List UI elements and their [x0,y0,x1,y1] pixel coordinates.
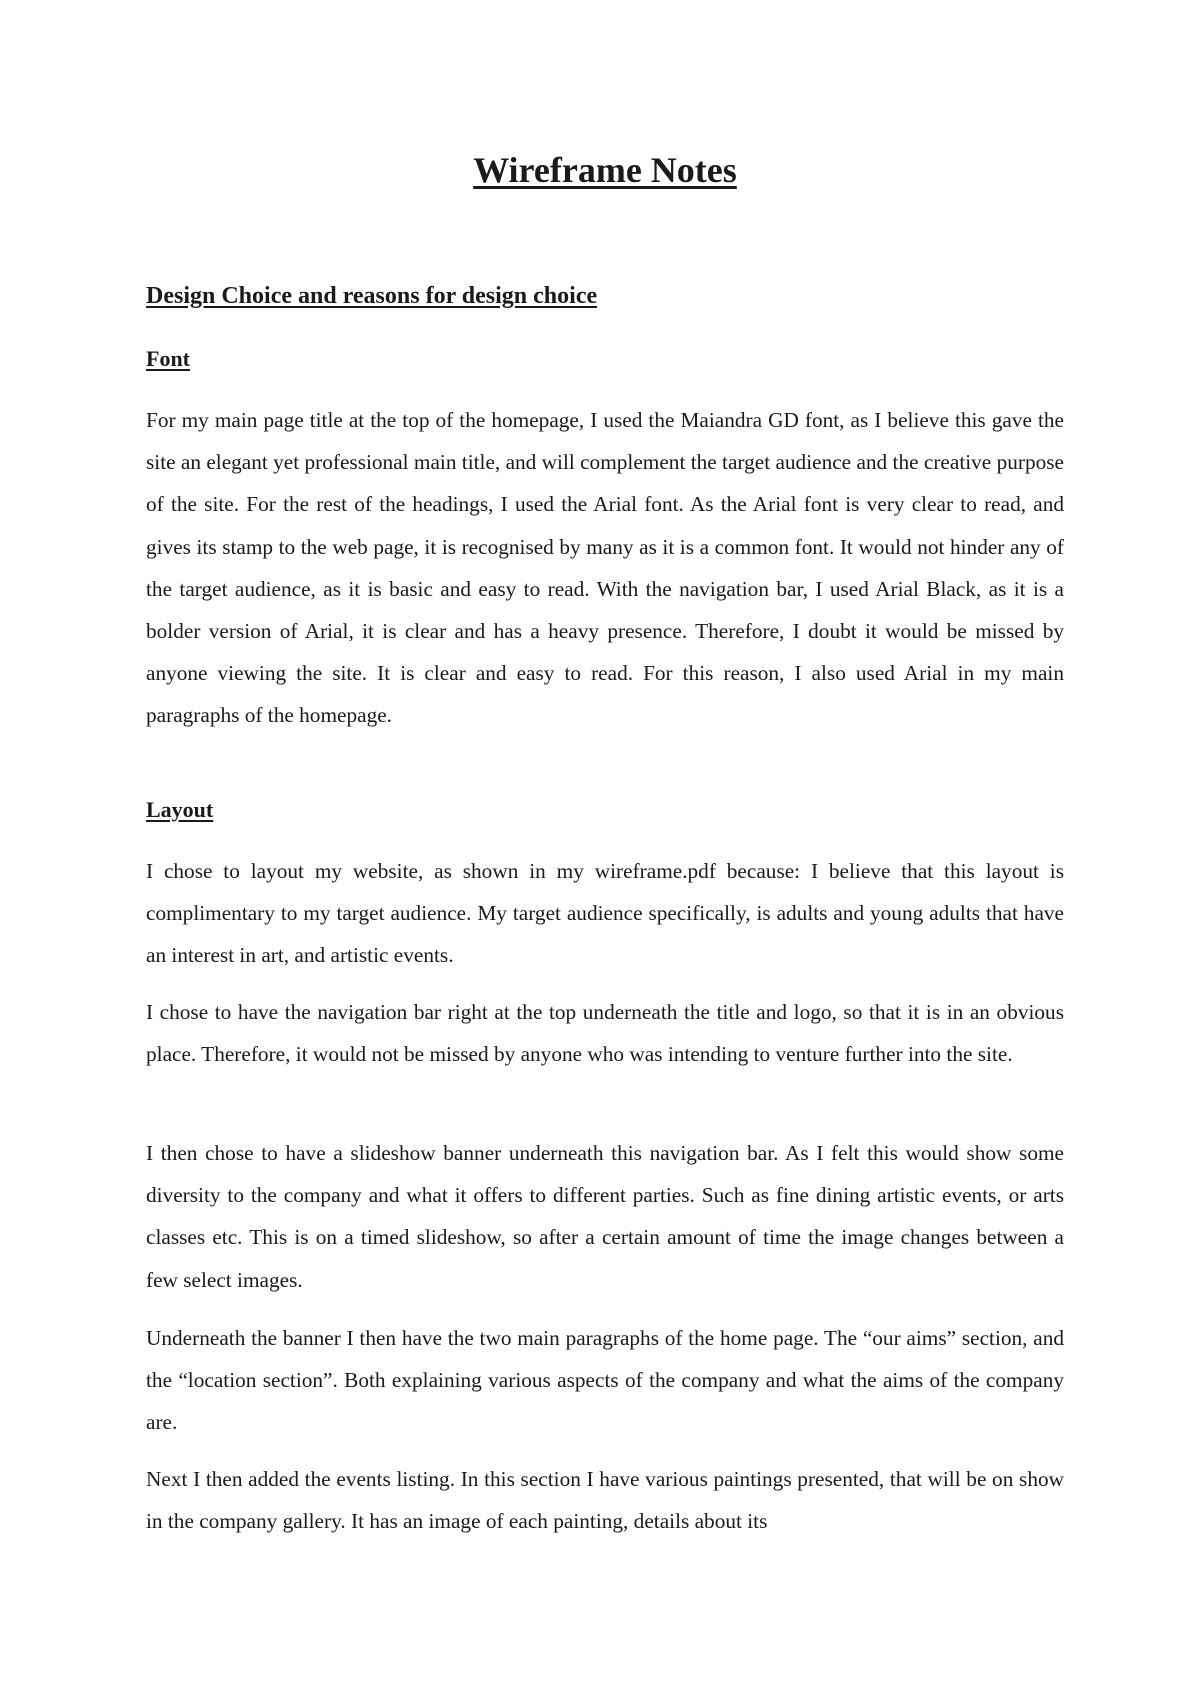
section-heading-design-choice: Design Choice and reasons for design choice [146,283,598,309]
paragraph-font: For my main page title at the top of the homepage, I used the Maiandra GD font, as I believe this gave the site an elegant yet professional main title, and will complement the target audience and the creative purpose of the site. For the rest of the headings, I used the Arial font. As the Arial font is very clear to read, and gives its stamp to the web page, it is recognised by many as it is a common font. It would not hinder any of the target audience, as it is basic and easy to read. With the navigation bar, I used Arial Black, as it is a bolder version of Arial, it is clear and has a heavy presence. Therefore, I doubt it would be missed by anyone viewing the site. It is clear and easy to read. For this reason, I also used Arial in my main paragraphs of the homepage. [146,408,1065,728]
paragraph-layout-3: I then chose to have a slideshow banner underneath this navigation bar. As I felt this would show some diversity to the company and what it offers to different parties. Such as fine dining artistic events, or arts classes etc. This is on a timed slideshow, so after a certain amount of time the image changes between a few select images. [146,1141,1064,1292]
paragraph-layout-2: I chose to have the navigation bar right at the top underneath the title and logo, so that it is in an obvious place. Therefore, it would not be missed by anyone who was intending to venture further into the site. [146,1000,1064,1067]
paragraph-layout-1: I chose to layout my website, as shown in my wireframe.pdf because: I believe that this layout is complimentary to my target audience. My target audience specifically, is adults and young adults that have an interest in art, and artistic events. [146,859,1064,968]
sub-heading-layout: Layout [146,797,214,822]
paragraph-layout-5: Next I then added the events listing. In this section I have various paintings presented, that will be on show in the company gallery. It has an image of each painting, details about its [146,1467,1064,1534]
sub-heading-font: Font [146,346,190,371]
paragraph-layout-4: Underneath the banner I then have the two main paragraphs of the home page. The “our aims” section, and the “location section”. Both explaining various aspects of the company and what the aims of the company are. [146,1326,1064,1435]
document-title: Wireframe Notes [473,150,737,190]
